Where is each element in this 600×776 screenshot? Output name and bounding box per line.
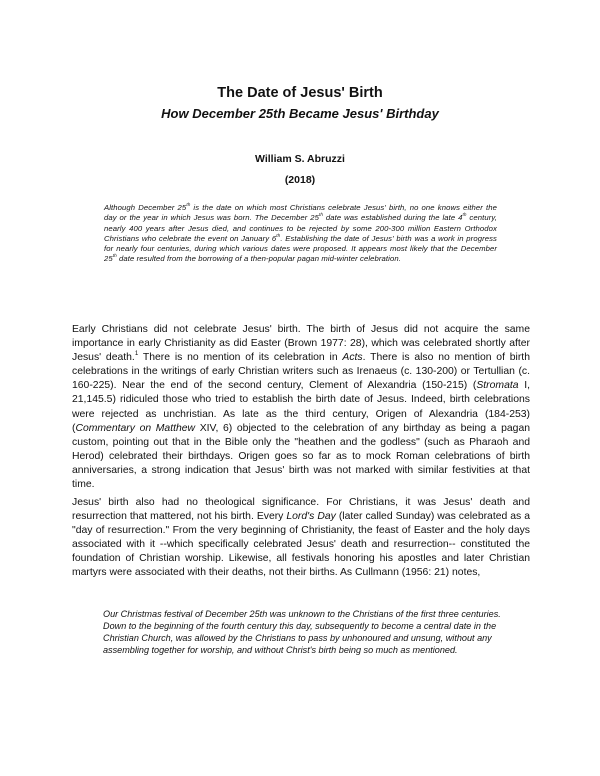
document-subtitle: How December 25th Became Jesus' Birthday <box>161 106 439 121</box>
publication-year: (2018) <box>284 174 316 186</box>
footnote-marker[interactable]: 1 <box>134 350 139 358</box>
abstract: Although December 25th is the date on which most Christians celebrate Jesus' birth, no one knows either the day or the year in which Jesus was born. The December 25th date was established during the late 4th century, nearly 400 years after Jesus died, and continues to be rejected by some 200-300 million Eastern Orthodox Christians who celebrate the event on January 6th. Establishing the date of Jesus' birth was a work in progress for nearly four centuries, during which various dates were proposed. It appears most likely that the December 25th date resulted from the borrowing of a then-popular pagan mid-winter celebration. <box>104 201 497 264</box>
body-paragraph-2: Jesus' birth also had no theological significance. For Christians, it was Jesus' death and resurrection that mattered, not his birth. Every Lord's Day (later called Sunday) was celebrated as a "day of resurrection." From the very beginning of Christianity, the feast of Easter and the holy days associated with it --which specifically celebrated Jesus' death and resurrection-- constituted the foundation of Christian worship. Likewise, all festivals honoring his apostles and later Christian martyrs were associated with their deaths, not their births. As Cullmann (1956: 21) notes, <box>72 497 530 579</box>
document-title: The Date of Jesus' Birth <box>217 85 383 101</box>
body-paragraph-1: Early Christians did not celebrate Jesus' birth. The birth of Jesus did not acquire the same importance in early Christianity as did Easter (Brown 1977: 28), which was celebrated shortly after Jesus' death.$^1$ There is no mention of its celebration in Acts. There is also no mention of birth celebrations in the writings of early Christian writers such as Irenaeus (c. 130-200) or Tertullian (c. 160-225). Near the end of the second century, Clement of Alexandria (150-215) (Stromata I, 21,145.5) ridiculed those who tried to establish the birth date of Jesus. Indeed, birth celebrations were rejected as unchristian. As late as the third century, Origen of Alexandria (184-253) (Commentary on Matthew XIV, 6) objected to the celebration of any birthday as being a pagan custom, pointing out that in the Bible only the "heathen and the godless" (such as Pharaoh and Herod) celebrated their birthdays. Origen goes so far as to mock Roman celebrations of birth anniversaries, a strong indication that Jesus' birth was not marked with similar festivities at that time. <box>72 324 530 491</box>
block-quote: Our Christmas festival of December 25th was unknown to the Christians of the first three centuries. Down to the beginning of the fourth century this day, subsequently to become a central date in the Christian Church, was allowed by the Christians to pass by unhonoured and unsung, without any assembling together for worship, and without Christ's birth being so much as mentioned. <box>103 609 501 655</box>
author-name: William S. Abruzzi <box>255 153 345 165</box>
